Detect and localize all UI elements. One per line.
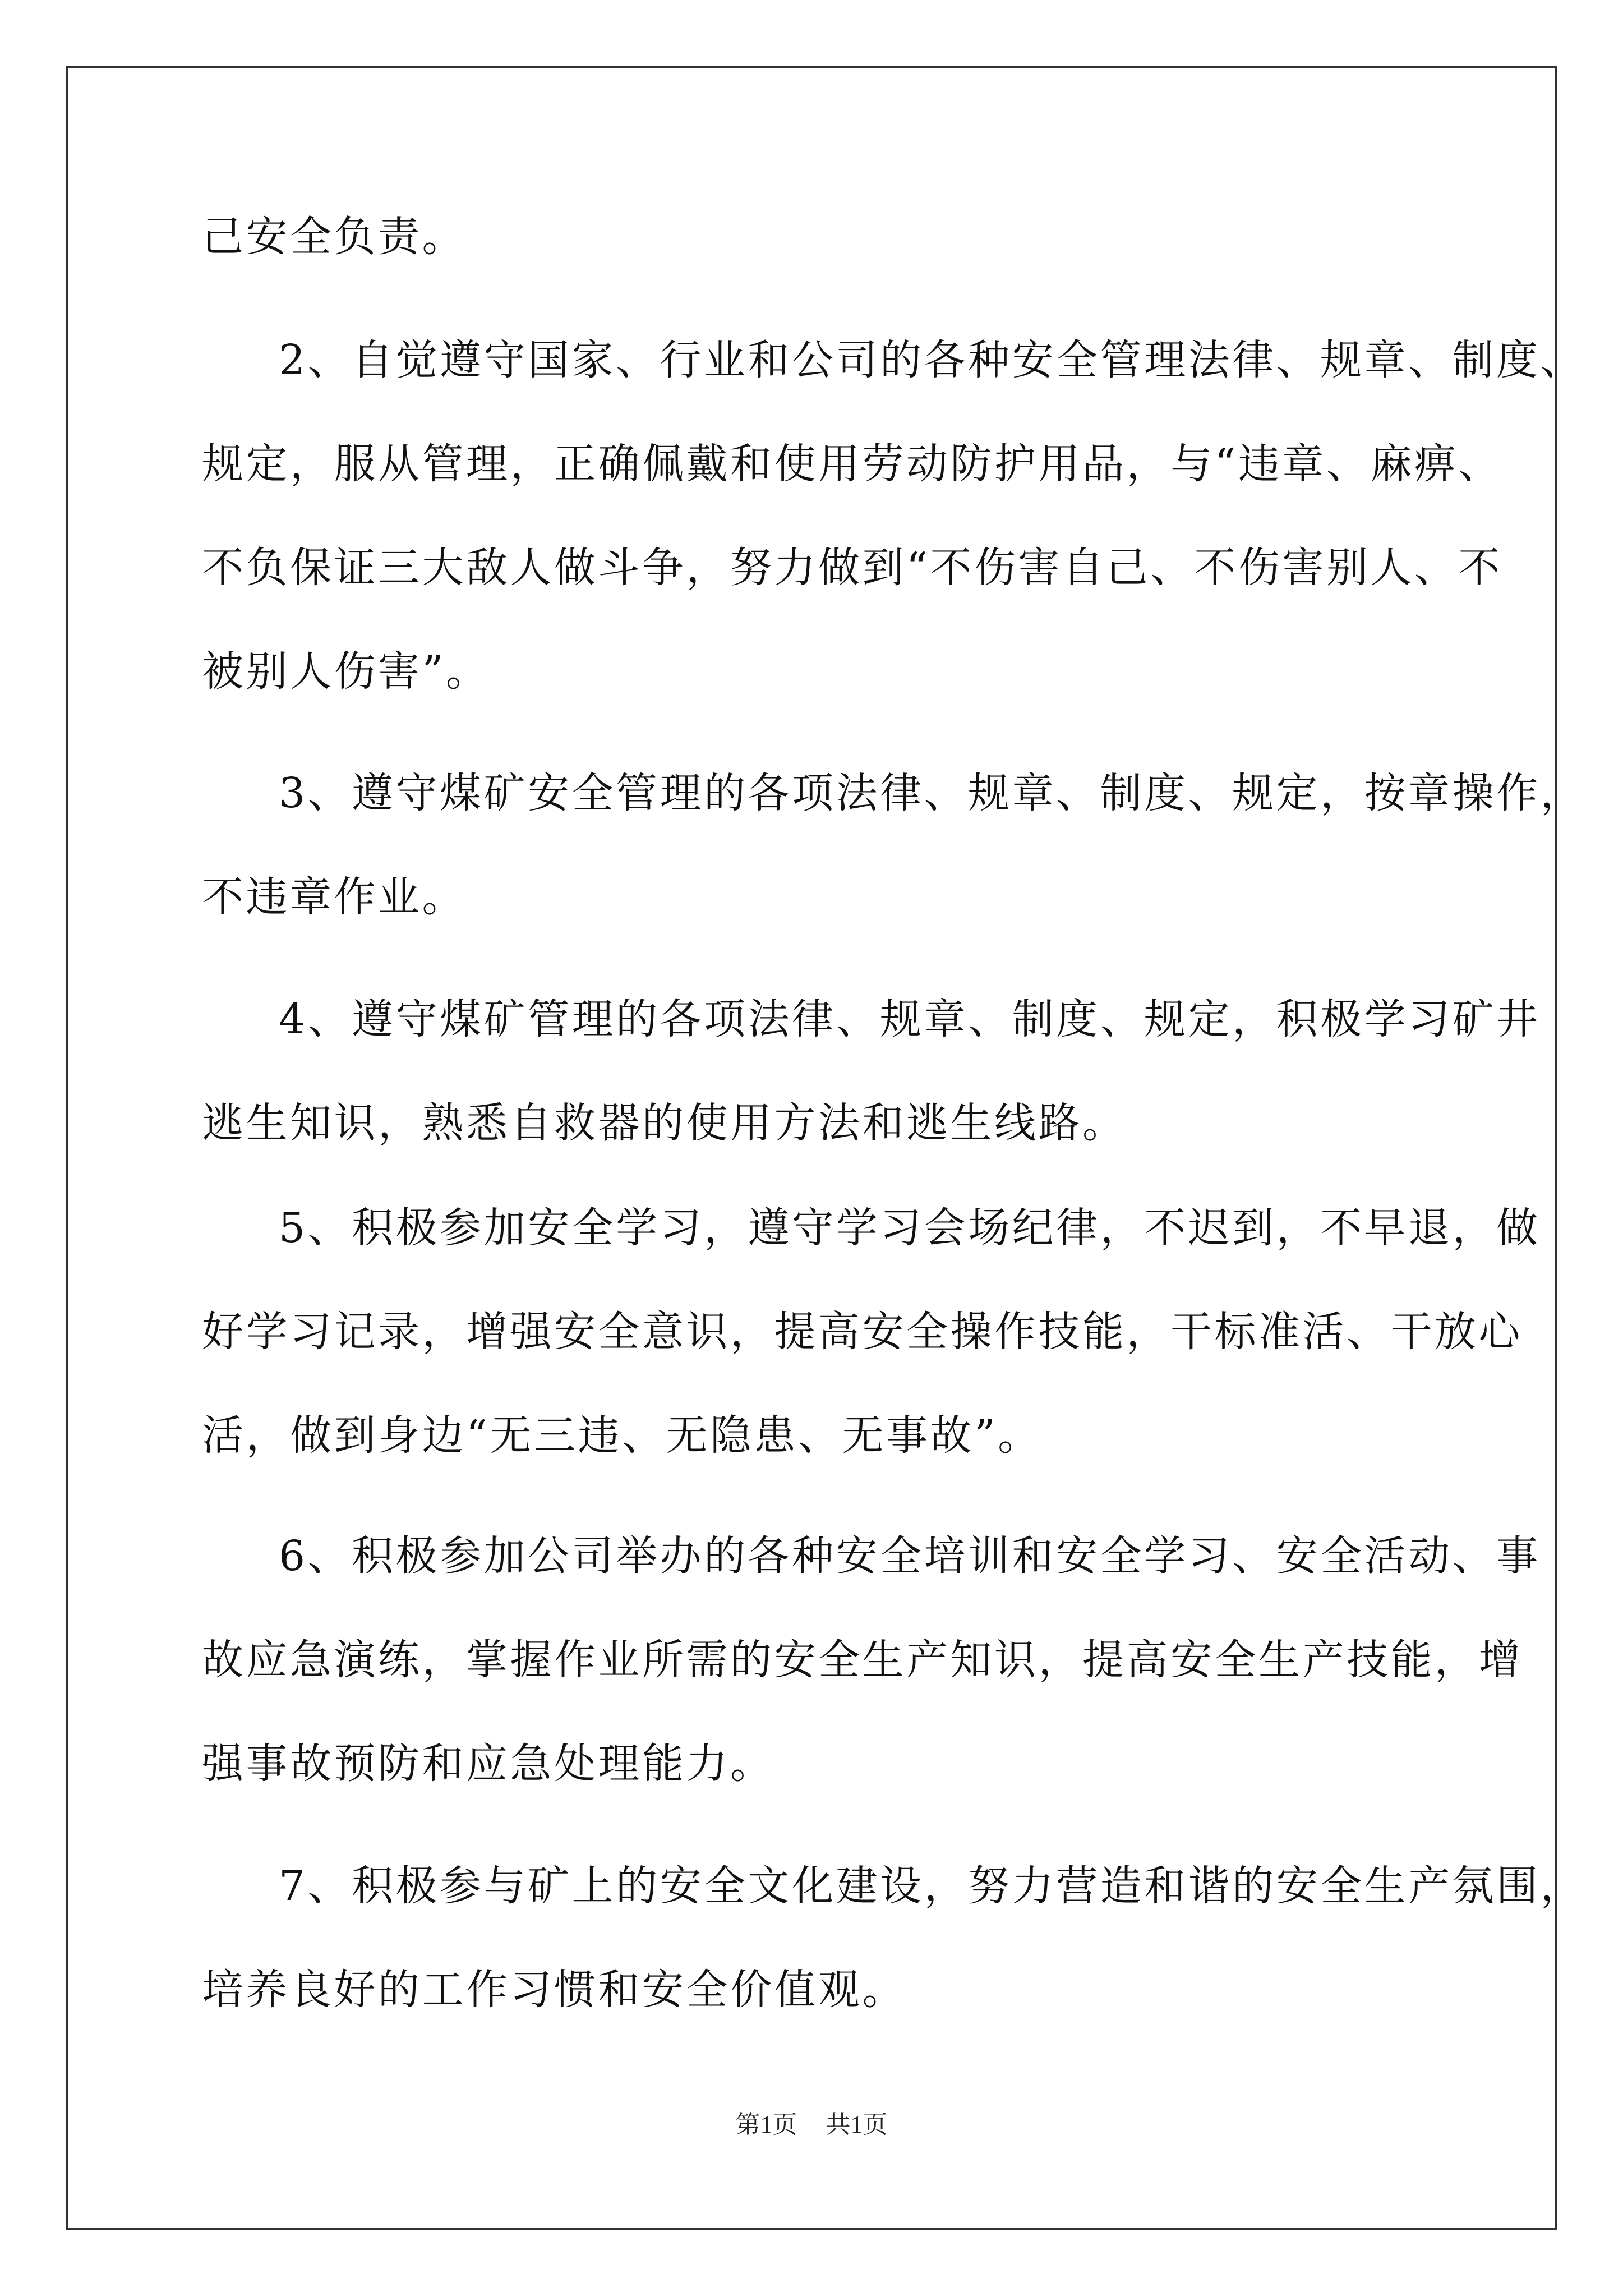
paragraph-2-line-1: 2、自觉遵守国家、行业和公司的各种安全管理法律、规章、制度、 [279, 336, 1585, 384]
page-footer [0, 2109, 1623, 2141]
paragraph-7-line-2: 培养良好的工作习惯和安全价值观。 [202, 1966, 906, 2014]
paragraph-5-line-3: 活，做到身边“无三违、无隐患、无事故”。 [202, 1411, 1042, 1460]
paragraph-4-line-1: 4、遵守煤矿管理的各项法律、规章、制度、规定，积极学习矿井 [279, 995, 1541, 1043]
paragraph-7-line-1: 7、积极参与矿上的安全文化建设，努力营造和谐的安全生产氛围， [279, 1862, 1585, 1910]
page-total: 共1页 [826, 2111, 888, 2138]
paragraph-5-line-1: 5、积极参加安全学习，遵守学习会场纪律，不迟到，不早退，做 [279, 1204, 1541, 1252]
paragraph-2-line-2: 规定，服从管理，正确佩戴和使用劳动防护用品，与“违章、麻痹、 [202, 440, 1502, 488]
paragraph-5-line-2: 好学习记录，增强安全意识，提高安全操作技能，干标准活、干放心 [202, 1308, 1523, 1356]
paragraph-3-line-2: 不违章作业。 [202, 873, 466, 921]
page-number: 第1页 [735, 2111, 797, 2138]
paragraph-2-line-3: 不负保证三大敌人做斗争，努力做到“不伤害自己、不伤害别人、不 [202, 544, 1502, 592]
paragraph-2-line-4: 被别人伤害”。 [202, 647, 490, 696]
paragraph-3-line-1: 3、遵守煤矿安全管理的各项法律、规章、制度、规定，按章操作， [279, 769, 1585, 817]
paragraph-6-line-1: 6、积极参加公司举办的各种安全培训和安全学习、安全活动、事 [279, 1532, 1541, 1580]
text-line: 己安全负责。 [202, 213, 466, 261]
paragraph-4-line-2: 逃生知识，熟悉自救器的使用方法和逃生线路。 [202, 1099, 1127, 1147]
paragraph-6-line-3: 强事故预防和应急处理能力。 [202, 1740, 774, 1788]
paragraph-6-line-2: 故应急演练，掌握作业所需的安全生产知识，提高安全生产技能，增 [202, 1636, 1523, 1684]
